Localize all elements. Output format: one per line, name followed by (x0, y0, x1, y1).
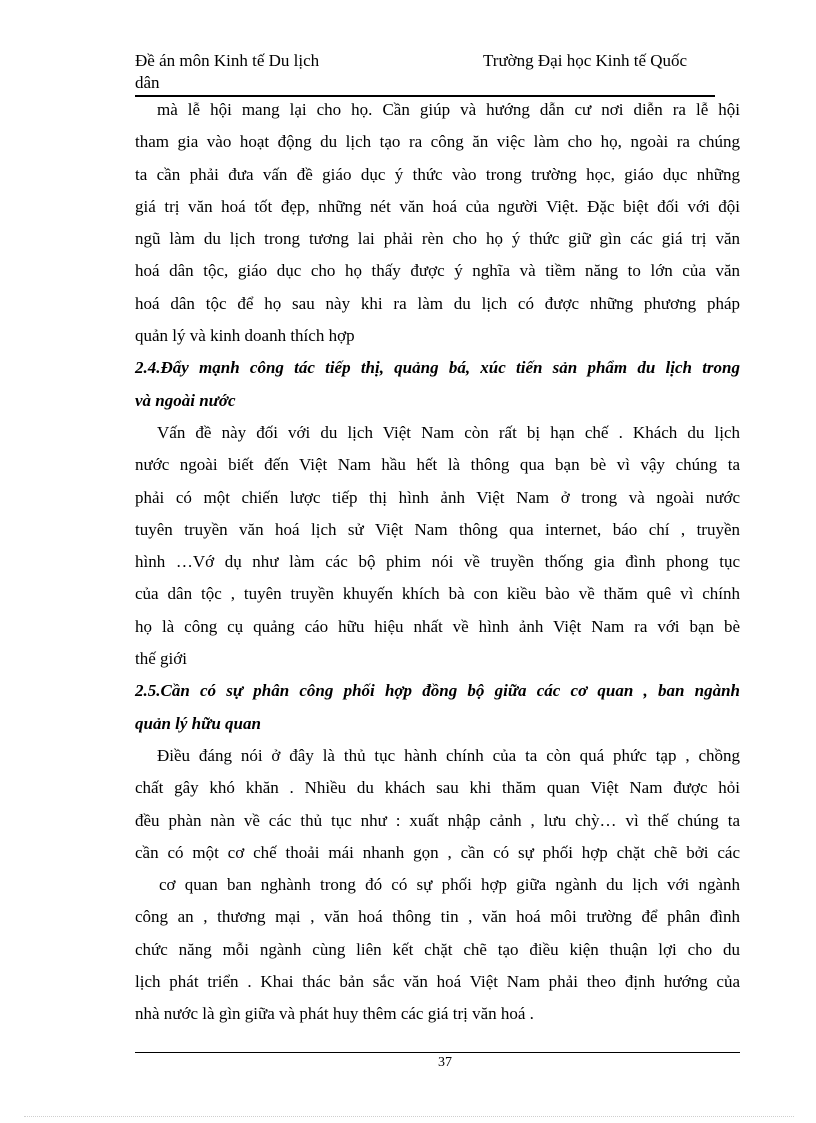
paragraph-line: hoá dân tộc, giáo dục cho họ thấy được ý nghĩa và tiềm năng to lớn của văn (135, 261, 740, 281)
header-course-title: Đề án môn Kinh tế Du lịch (135, 51, 320, 70)
section-heading-2-4: 2.4.Đẩy mạnh công tác tiếp thị, quảng bá, xúc tiến sản phẩm du lịch trong (135, 358, 740, 378)
paragraph-line: chất gây khó khăn . Nhiều du khách sau khi thăm quan Việt Nam được hỏi (135, 778, 740, 798)
paragraph-line: ngũ làm du lịch trong tương lai phải rèn cho họ ý thức giữ gìn các giá trị văn (135, 229, 740, 249)
paragraph-line: đều phàn nàn về các thủ tục như : xuất nhập cảnh , lưu chỳ… vì thế chúng ta (135, 810, 740, 830)
paragraph-line: hoá dân tộc để họ sau này khi ra làm du lịch có được những phương pháp (135, 293, 740, 313)
header-university-continued: dân (135, 73, 160, 92)
paragraph-line: của dân tộc , tuyên truyền khuyến khích bà con kiều bào về thăm quê vì chính (135, 584, 740, 604)
paragraph-line: mà lễ hội mang lại cho họ. Cần giúp và hướng dẫn cư nơi diễn ra lễ hội (157, 100, 740, 119)
paragraph-line: nước ngoài biết đến Việt Nam hầu hết là thông qua bạn bè vì vậy chúng ta (135, 455, 740, 475)
footer-rule (135, 1052, 740, 1053)
page-number: 37 (438, 1055, 452, 1070)
paragraph-line: cơ quan ban nghành trong đó có sự phối hợp giữa ngành du lịch với ngành (159, 875, 740, 895)
page-header (135, 50, 715, 97)
paragraph-line: ta cần phải đưa vấn đề giáo dục ý thức vào trong trường học, giáo dục những (135, 164, 740, 184)
paragraph-line: thế giới (135, 649, 187, 669)
paragraph-line: họ là công cụ quảng cáo hữu hiệu nhất về hình ảnh Việt Nam ra với bạn bè (135, 616, 740, 636)
document-body (135, 94, 740, 1031)
paragraph-line: lịch phát triển . Khai thác bản sắc văn hoá Việt Nam phải theo định hướng của (135, 972, 740, 992)
paragraph-line: nhà nước là gìn giữa và phát huy thêm các giá trị văn hoá . (135, 1004, 534, 1024)
header-university: Trường Đại học Kinh tế Quốc (483, 51, 688, 70)
page-bottom-edge (24, 1116, 794, 1117)
paragraph-line: phải có một chiến lược tiếp thị hình ảnh Việt Nam ở trong và ngoài nước (135, 487, 740, 507)
paragraph-line: tham gia vào hoạt động du lịch tạo ra công ăn việc làm cho họ, ngoài ra chúng (135, 132, 740, 152)
paragraph-line: tuyên truyền văn hoá lịch sử Việt Nam thông qua internet, báo chí , truyền (135, 519, 740, 539)
paragraph-line: Vấn đề này đối với du lịch Việt Nam còn rất bị hạn chế . Khách du lịch (157, 422, 740, 442)
paragraph-line: quản lý và kinh doanh thích hợp (135, 326, 355, 346)
paragraph-line: giá trị văn hoá tốt đẹp, những nét văn hoá của người Việt. Đặc biệt đối với đội (135, 196, 740, 216)
paragraph-line: hình …Vớ dụ như làm các bộ phim nói về truyền thống gia đình phong tục (135, 552, 740, 572)
section-heading-2-5: 2.5.Cần có sự phân công phối hợp đồng bộ giữa các cơ quan , ban ngành (135, 681, 740, 701)
section-heading-2-4-continued: và ngoài nước (135, 390, 236, 410)
paragraph-line: chức năng mỗi ngành cùng liên kết chặt chẽ tạo điều kiện thuận lợi cho du (135, 939, 740, 959)
section-heading-2-5-continued: quản lý hữu quan (135, 713, 261, 733)
paragraph-line: cần có một cơ chế thoải mái nhanh gọn , cần có sự phối hợp chặt chẽ bởi các (135, 842, 740, 862)
paragraph-line: công an , thương mại , văn hoá thông tin , văn hoá môi trường để phân đình (135, 907, 740, 927)
paragraph-line: Điều đáng nói ở đây là thủ tục hành chính của ta còn quá phức tạp , chồng (157, 745, 740, 765)
